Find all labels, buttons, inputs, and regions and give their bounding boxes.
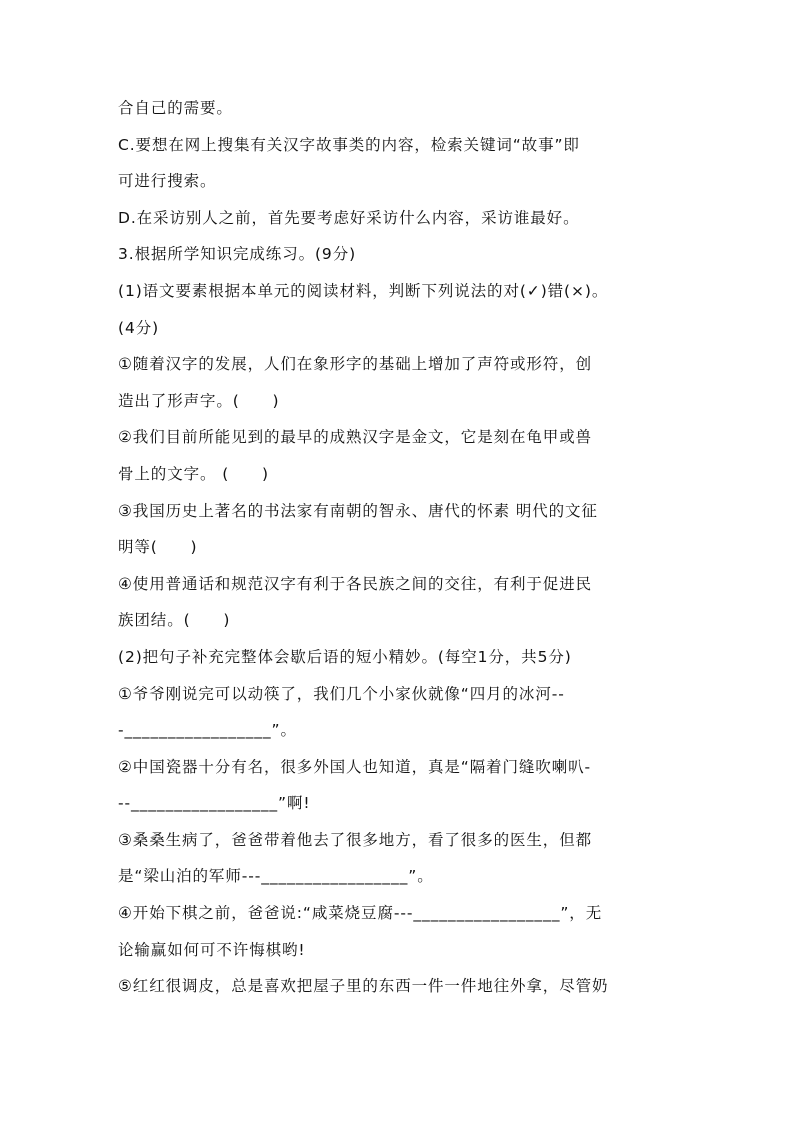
fill-blank-line: ①爷爷刚说完可以动筷了，我们几个小家伙就像“四月的冰河-- (118, 684, 565, 703)
fill-blank-line: --_________________”啊! (118, 794, 311, 813)
statement-line: 骨上的文字。 ( ) (118, 464, 269, 483)
fill-blank-line: ②中国瓷器十分有名，很多外国人也知道，真是“隔着门缝吹喇叭- (118, 757, 592, 776)
fill-blank-line: ⑤红红很调皮，总是喜欢把屋子里的东西一件一件地往外拿，尽管奶 (118, 977, 609, 996)
fill-blank-line: 是“梁山泊的军师---_________________”。 (118, 867, 434, 886)
statement-line: 造出了形声字。( ) (118, 391, 280, 410)
statement-line: ③我国历史上著名的书法家有南朝的智永、唐代的怀素 明代的文征 (118, 501, 598, 520)
fill-blank-line: ④开始下棋之前，爸爸说:“咸菜烧豆腐---_________________”，无 (118, 904, 603, 923)
text-line: 合自己的需要。 (118, 99, 233, 117)
question-heading: 3.根据所学知识完成练习。(9分) (118, 245, 357, 264)
score-note: (4分) (118, 318, 160, 337)
statement-line: 族团结。( ) (118, 611, 231, 630)
subquestion-heading: (2)把句子补充完整体会歇后语的短小精妙。(每空1分，共5分) (118, 647, 572, 666)
text-line: 可进行搜索。 (118, 172, 217, 191)
option-d-line: D.在采访别人之前，首先要考虑好采访什么内容，采访谁最好。 (118, 208, 580, 227)
statement-line: ①随着汉字的发展，人们在象形字的基础上增加了声符或形符，创 (118, 355, 592, 374)
fill-blank-line: ③桑桑生病了，爸爸带着他去了很多地方，看了很多的医生，但都 (118, 830, 592, 849)
statement-line: ②我们目前所能见到的最早的成熟汉字是金文，它是刻在龟甲或兽 (118, 428, 592, 447)
subquestion-heading: (1)语文要素根据本单元的阅读材料，判断下列说法的对(✓)错(×)。 (118, 281, 609, 300)
statement-line: 明等( ) (118, 538, 198, 557)
option-c-line: C.要想在网上搜集有关汉字故事类的内容，检索关键词“故事”即 (118, 135, 580, 154)
fill-blank-line: -_________________”。 (118, 721, 297, 740)
fill-blank-line: 论输赢如何可不许悔棋哟! (118, 940, 306, 959)
document-body (118, 90, 688, 1005)
statement-line: ④使用普通话和规范汉字有利于各民族之间的交往，有利于促进民 (118, 574, 592, 593)
